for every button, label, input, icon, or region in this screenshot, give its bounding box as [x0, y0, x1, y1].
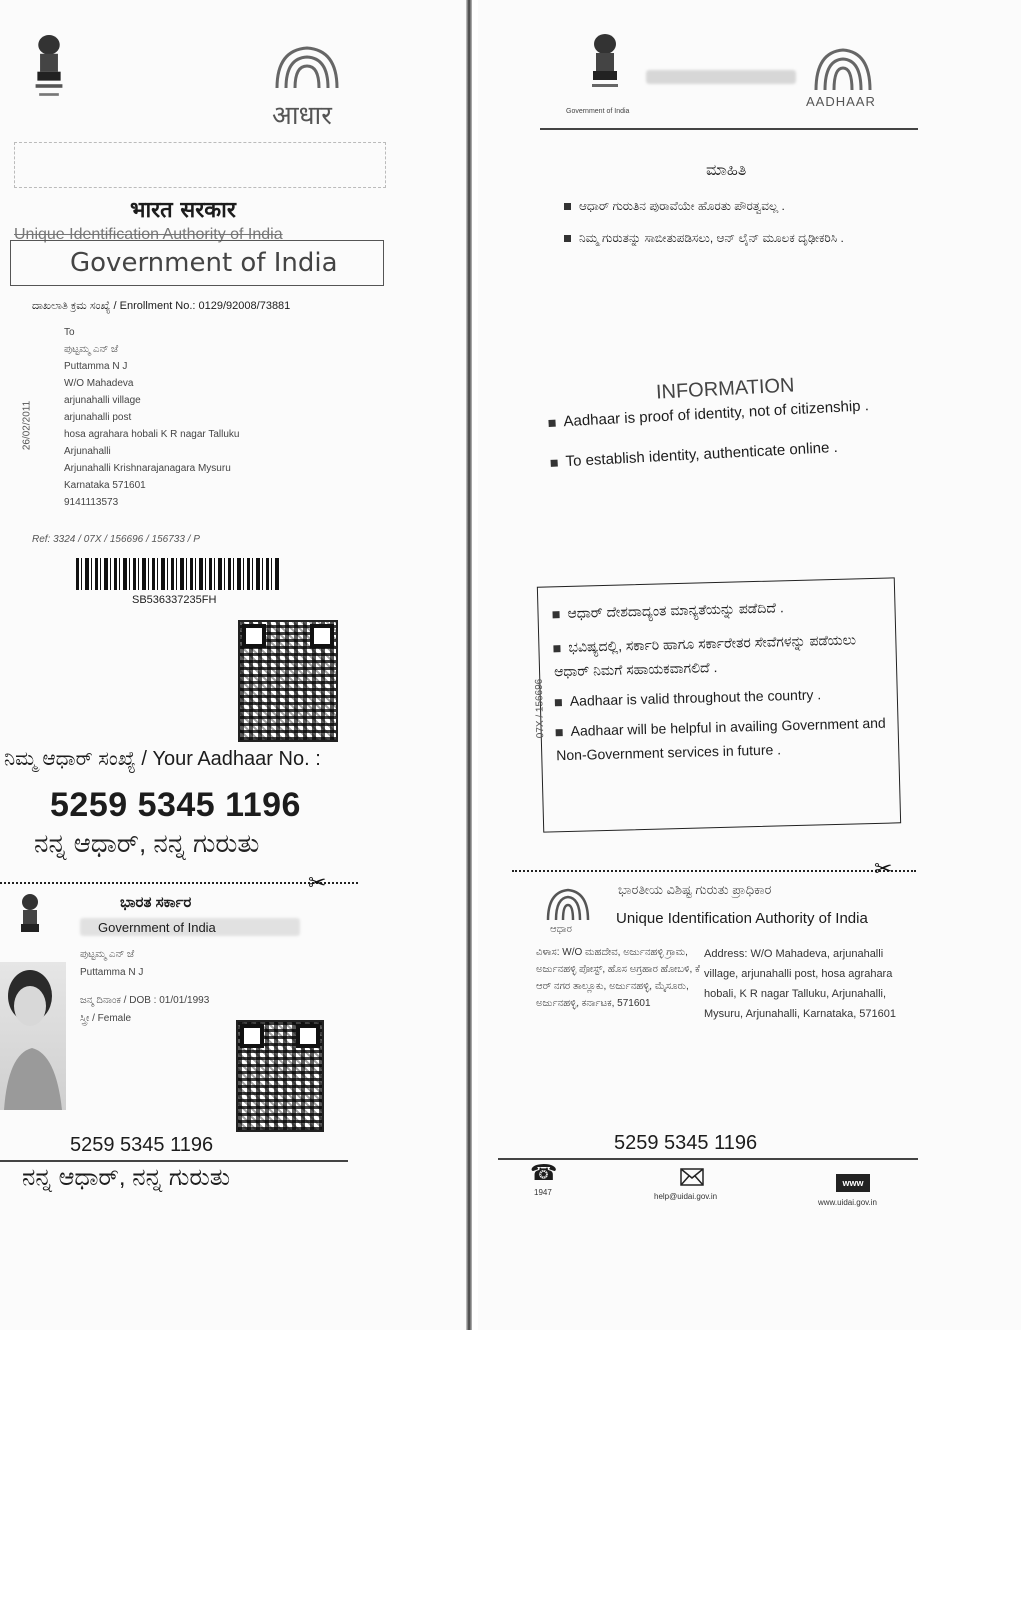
card-govt-english: Government of India: [98, 920, 216, 935]
box-side-code: 07X / 156696: [533, 678, 547, 739]
aadhaar-fingerprint-icon: [262, 38, 352, 96]
info-english-item: Aadhaar is proof of identity, not of citizenship .: [548, 393, 909, 434]
validity-item: Aadhaar will be helpful in availing Government and Non-Government services in future .: [556, 714, 886, 764]
your-aadhaar-label: ನಿಮ್ಮ ಆಧಾರ್ ಸಂಖ್ಯೆ / Your Aadhaar No. :: [4, 748, 321, 770]
validity-item: ಆಧಾರ್ ದೇಶದಾದ್ಯಂತ ಮಾನ್ಯತೆಯನ್ನು ಪಡೆದಿದೆ .: [552, 593, 887, 626]
card-tagline: ನನ್ನ ಆಧಾರ್, ನನ್ನ ಗುರುತು: [22, 1164, 231, 1191]
scissors-icon: ✂: [308, 870, 327, 895]
bullet-icon: [556, 729, 563, 736]
uidai-kannada: ಭಾರತೀಯ ವಿಶಿಷ್ಟ ಗುರುತು ಪ್ರಾಧಿಕಾರ: [618, 882, 772, 897]
card-gender: ಸ್ತ್ರೀ / Female: [80, 1013, 132, 1024]
address-line: arjunahalli post: [64, 412, 132, 423]
bullet-icon: [564, 235, 571, 242]
national-emblem-icon: [588, 30, 622, 102]
card-aadhaar-number: 5259 5345 1196: [70, 1134, 214, 1156]
barcode: [76, 558, 280, 590]
bullet-icon: [552, 611, 559, 618]
validity-list: [552, 593, 890, 768]
logo-caption: ಆಧಾರ: [550, 924, 572, 935]
reference-number: Ref: 3324 / 07X / 156696 / 156733 / P: [32, 534, 200, 545]
blurred-header: [646, 70, 796, 84]
card-name-kannada: ಪುಟ್ಟಮ್ಮ ಎನ್ ಜೆ: [80, 949, 135, 960]
address-line: Arjunahalli Krishnarajanagara Mysuru: [64, 463, 231, 474]
national-emblem-icon: [32, 26, 66, 112]
email-icon: [680, 1168, 704, 1186]
address-english: Address: W/O Mahadeva, arjunahalli village, arjunahalli post, hosa agrahara hobali, K R nagar Talluku, Arjunahalli, Mysuru, Arjunahalli, Karnataka, 571601: [704, 948, 897, 1020]
validity-box: [533, 577, 901, 832]
info-kannada-list: [564, 196, 924, 248]
address-block: [64, 324, 364, 511]
address-line: 9141113573: [64, 497, 119, 508]
info-english-title: INFORMATION: [655, 374, 795, 404]
side-date: 26/02/2011: [21, 400, 33, 451]
aadhaar-logo-text: आधार: [272, 101, 332, 131]
phone-icon: ☎: [530, 1160, 558, 1185]
aadhaar-fingerprint-icon: [804, 42, 882, 96]
enrollment-number: ದಾಖಲಾತಿ ಕ್ರಮ ಸಂಖ್ಯೆ / Enrollment No.: 0129/92008/73881: [32, 300, 291, 312]
card-dob: ಜನ್ಮ ದಿನಾಂಕ / DOB : 01/01/1993: [80, 995, 210, 1006]
address-window: [14, 142, 386, 188]
address-line: Puttamma N J: [64, 361, 128, 372]
address-line: W/O Mahadeva: [64, 378, 134, 389]
validity-item: ಭವಿಷ್ಯದಲ್ಲಿ, ಸರ್ಕಾರಿ ಹಾಗೂ ಸರ್ಕಾರೇತರ ಸೇವೆಗಳನ್ನು ಪಡೆಯಲು ಆಧಾರ್ ನಿಮಗೆ ಸಹಾಯಕವಾಗಲಿದೆ .: [553, 631, 857, 680]
uidai-english: Unique Identification Authority of India: [616, 910, 868, 927]
bullet-icon: [564, 203, 571, 210]
tagline: ನನ್ನ ಆಧಾರ್, ನನ್ನ ಗುರುತು: [34, 828, 260, 858]
cut-line: [512, 870, 916, 872]
aadhaar-letter-back: [478, 0, 1021, 1330]
aadhaar-fingerprint-icon: [540, 884, 596, 924]
address-line: ಪುಟ್ಟಮ್ಮ ಎನ್ ಜೆ: [64, 344, 119, 355]
web-icon: www: [836, 1174, 870, 1192]
website: www.uidai.gov.in: [818, 1198, 877, 1207]
phone-number: 1947: [534, 1188, 552, 1197]
bullet-icon: [550, 459, 557, 466]
qr-code: [238, 620, 338, 742]
card-divider: [0, 1160, 348, 1162]
person-photo-icon: [0, 962, 66, 1110]
card-govt-kannada: ಭಾರತ ಸರ್ಕಾರ: [120, 894, 192, 911]
bullet-icon: [548, 419, 555, 426]
barcode-text: SB536337235FH: [132, 594, 217, 606]
card-qr-code: [236, 1020, 324, 1132]
cut-line: [0, 882, 358, 884]
bullet-icon: [555, 699, 562, 706]
info-english-item: To establish identity, authenticate online .: [550, 433, 911, 474]
national-emblem-icon: [18, 892, 42, 942]
uidai-line: Unique Identification Authority of India: [14, 226, 283, 243]
aadhaar-number: 5259 5345 1196: [50, 786, 301, 824]
address-kannada: ವಿಳಾಸ: W/O ಮಹದೇವ, ಅರ್ಜುನಹಳ್ಳಿ ಗ್ರಾಮ, ಅರ್ಜುನಹಳ್ಳಿ ಪೋಸ್ಟ್, ಹೊಸ ಅಗ್ರಹಾರ ಹೋಬಳಿ, ಕೆ ಆರ್ ನಗರ ತಾಲ್ಲೂಕು, ಅರ್ಜುನಹಳ್ಳಿ, ಮೈಸೂರು, ಅರ್ಜುನಹಳ್ಳಿ, ಕರ್ನಾಟಕ, 571601: [536, 947, 700, 1009]
validity-item: Aadhaar is valid throughout the country .: [555, 681, 890, 714]
gov-small-label: Government of India: [566, 108, 630, 115]
bullet-icon: [553, 645, 560, 652]
aadhaar-logo-text: AADHAAR: [806, 94, 876, 109]
card-name-english: Puttamma N J: [80, 967, 144, 978]
info-english-list: [548, 393, 911, 474]
email-address: help@uidai.gov.in: [654, 1192, 718, 1201]
address-line: Arjunahalli: [64, 446, 111, 457]
footer-divider: [498, 1158, 918, 1160]
aadhaar-letter-front: [0, 0, 470, 1330]
header-divider: [540, 128, 918, 130]
address-line: arjunahalli village: [64, 395, 141, 406]
info-kannada-item: ನಿಮ್ಮ ಗುರುತನ್ನು ಸಾಬೀತುಪಡಿಸಲು, ಆನ್ ಲೈನ್ ಮೂಲಕ ದೃಢೀಕರಿಸಿ .: [564, 228, 924, 248]
photo: [0, 962, 66, 1110]
info-kannada-title: ಮಾಹಿತಿ: [706, 162, 747, 179]
info-kannada-item: ಆಧಾರ್ ಗುರುತಿನ ಪುರಾವೆಯೇ ಹೊರತು ಪೌರತ್ವವಲ್ಲ .: [564, 196, 924, 216]
govt-english: Government of India: [70, 248, 338, 278]
page-fold: [466, 0, 472, 1330]
govt-hindi: भारत सरकार: [130, 198, 236, 223]
back-aadhaar-number: 5259 5345 1196: [614, 1132, 758, 1154]
address-line: To: [64, 327, 75, 338]
scissors-icon: ✂: [874, 856, 893, 881]
address-line: hosa agrahara hobali K R nagar Talluku: [64, 429, 240, 440]
address-line: Karnataka 571601: [64, 480, 146, 491]
